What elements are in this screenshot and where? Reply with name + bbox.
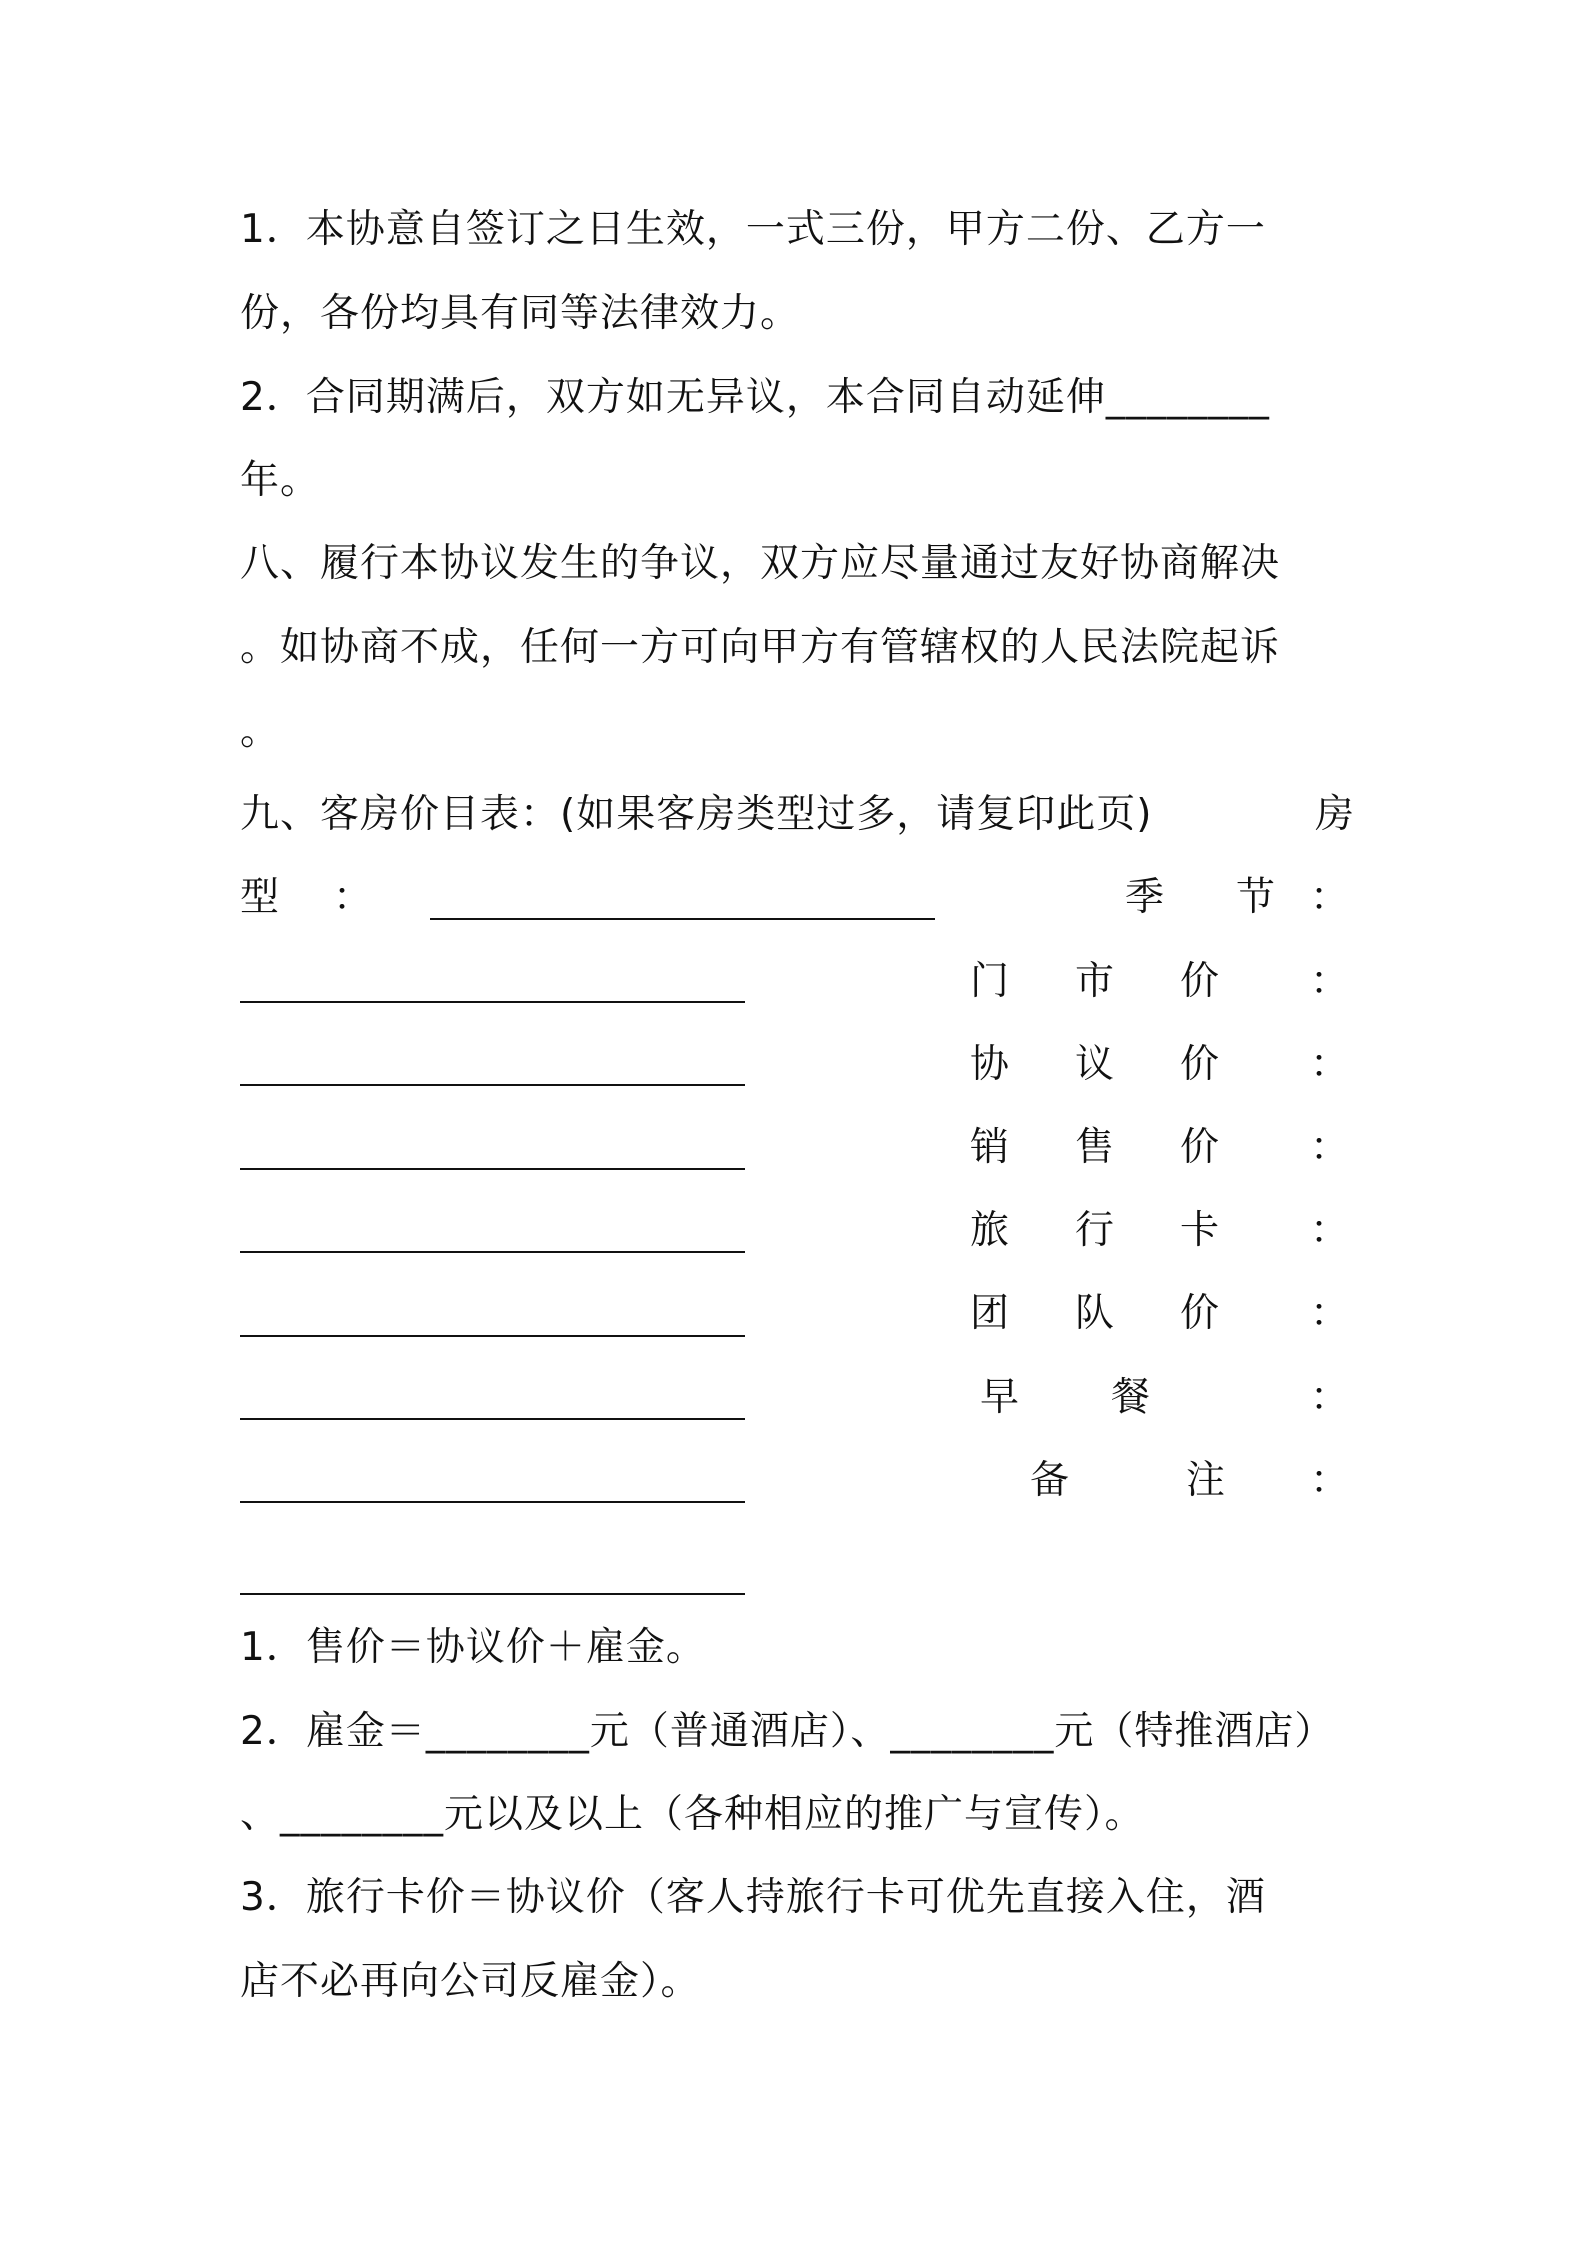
travel-card-colon: ： bbox=[1310, 1208, 1350, 1253]
room-type-blank bbox=[430, 918, 935, 920]
label-char: 价 bbox=[1180, 1042, 1220, 1087]
label-char: 售 bbox=[1075, 1125, 1115, 1170]
label-char: 市 bbox=[1075, 959, 1115, 1004]
clause-2-line-2: 年。 bbox=[240, 458, 321, 503]
travel-card-blank bbox=[240, 1335, 745, 1337]
label-char: 价 bbox=[1180, 1291, 1220, 1336]
label-char: 备 bbox=[1030, 1458, 1070, 1503]
sales-price-colon: ： bbox=[1310, 1125, 1350, 1170]
door-price-blank bbox=[240, 1084, 745, 1086]
note-2-line-2: 、________元以及以上（各种相应的推广与宣传）。 bbox=[240, 1792, 1145, 1837]
label-char: 销 bbox=[970, 1125, 1010, 1170]
season-char-2: 节 bbox=[1235, 875, 1275, 920]
season-label bbox=[1125, 874, 1275, 922]
label-char: 注 bbox=[1185, 1458, 1225, 1503]
room-type-colon: ： bbox=[333, 875, 373, 920]
label-door-price bbox=[970, 958, 1325, 1006]
section-9-heading bbox=[240, 791, 1355, 839]
group-price-blank bbox=[240, 1418, 745, 1420]
remarks-blank bbox=[240, 1593, 745, 1595]
clause-2-line-1: 2．合同期满后，双方如无异议，本合同自动延伸________ bbox=[240, 375, 1270, 420]
room-type-label: 型 bbox=[240, 875, 281, 920]
label-remarks bbox=[1030, 1457, 1225, 1505]
clause-1-line-1: 1．本协意自签订之日生效，一式三份，甲方二份、乙方一 bbox=[240, 207, 1266, 252]
label-char: 行 bbox=[1075, 1208, 1115, 1253]
label-char: 团 bbox=[970, 1291, 1010, 1336]
label-agreement-price bbox=[970, 1041, 1325, 1089]
label-char: 餐 bbox=[1110, 1375, 1150, 1420]
breakfast-blank bbox=[240, 1501, 745, 1503]
note-2-line-1: 2．雇金＝________元（普通酒店）、________元（特推酒店） bbox=[240, 1709, 1335, 1754]
section-9-room-char: 房 bbox=[1314, 792, 1355, 837]
season-colon: ： bbox=[1310, 875, 1350, 920]
label-group-price bbox=[970, 1290, 1325, 1338]
door-price-colon: ： bbox=[1310, 959, 1350, 1004]
label-char: 议 bbox=[1075, 1042, 1115, 1087]
note-1: 1．售价＝协议价＋雇金。 bbox=[240, 1625, 706, 1670]
breakfast-colon: ： bbox=[1310, 1375, 1350, 1420]
label-char: 门 bbox=[970, 959, 1010, 1004]
clause-1-line-2: 份，各份均具有同等法律效力。 bbox=[240, 291, 801, 336]
agreement-price-colon: ： bbox=[1310, 1042, 1350, 1087]
sales-price-blank bbox=[240, 1251, 745, 1253]
label-char: 价 bbox=[1180, 959, 1220, 1004]
label-char: 早 bbox=[980, 1375, 1020, 1420]
label-char: 价 bbox=[1180, 1125, 1220, 1170]
remarks-colon: ： bbox=[1310, 1458, 1350, 1503]
label-char: 队 bbox=[1075, 1291, 1115, 1336]
label-sales-price bbox=[970, 1124, 1325, 1172]
season-blank bbox=[240, 1001, 745, 1003]
label-travel-card bbox=[970, 1207, 1325, 1255]
group-price-colon: ： bbox=[1310, 1291, 1350, 1336]
note-3-line-2: 店不必再向公司反雇金）。 bbox=[240, 1959, 701, 2004]
section-9-heading-text: 九、客房价目表：(如果客房类型过多，请复印此页) bbox=[240, 792, 1153, 837]
section-8-line-3: 。 bbox=[240, 709, 281, 754]
section-8-line-1: 八、履行本协议发生的争议，双方应尽量通过友好协商解决 bbox=[240, 541, 1281, 586]
note-3-line-1: 3．旅行卡价＝协议价（客人持旅行卡可优先直接入住，酒 bbox=[240, 1875, 1266, 1920]
label-char: 卡 bbox=[1180, 1208, 1220, 1253]
label-char: 协 bbox=[970, 1042, 1010, 1087]
season-char-1: 季 bbox=[1125, 875, 1165, 920]
section-8-line-2: 。如协商不成，任何一方可向甲方有管辖权的人民法院起诉 bbox=[240, 625, 1281, 670]
label-breakfast bbox=[980, 1374, 1150, 1422]
agreement-price-blank bbox=[240, 1168, 745, 1170]
label-char: 旅 bbox=[970, 1208, 1010, 1253]
